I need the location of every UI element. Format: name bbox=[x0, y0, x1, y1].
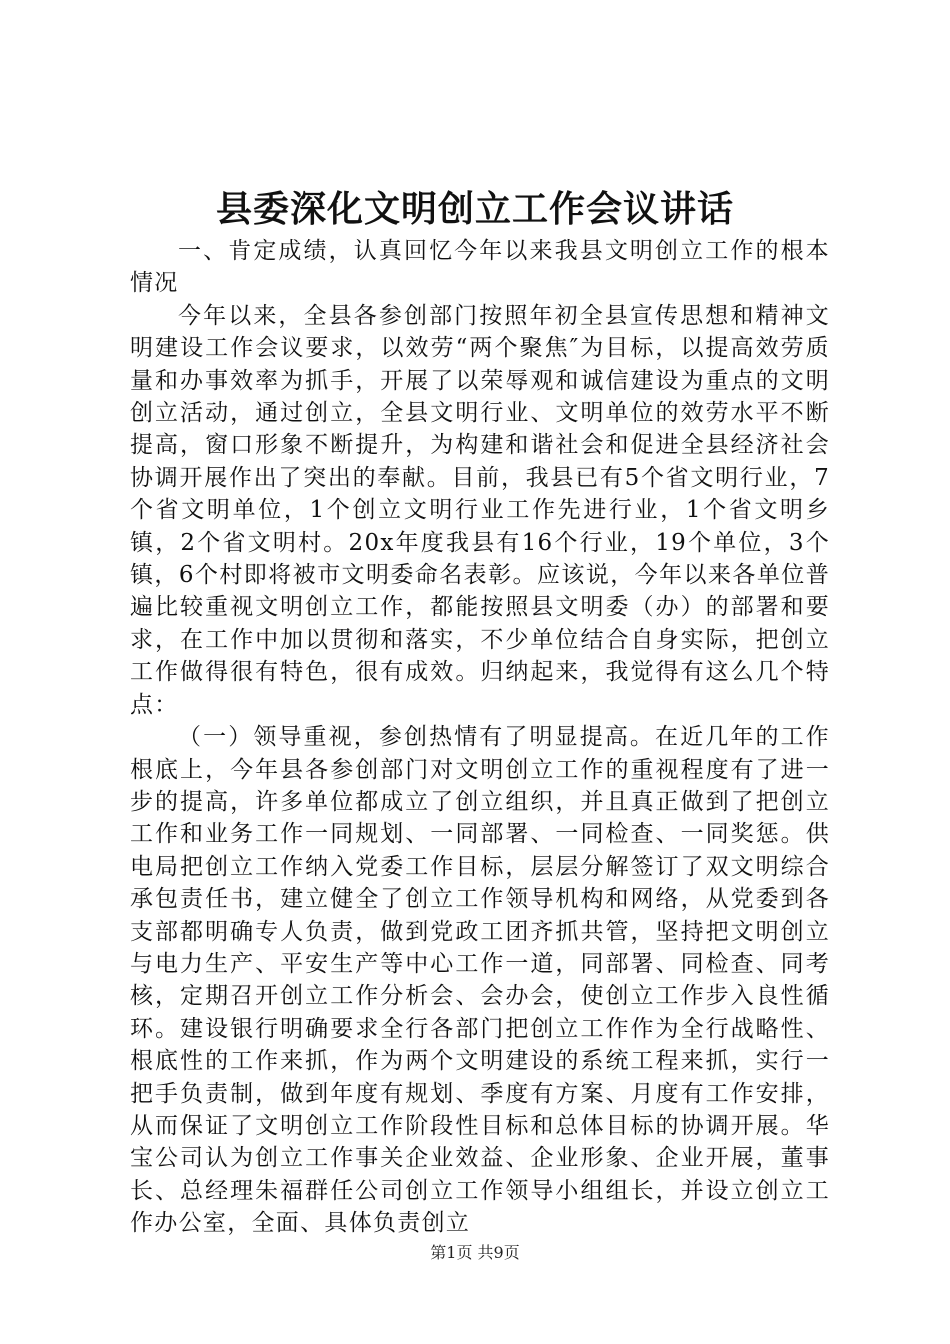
body-paragraph-overview: 今年以来，全县各参创部门按照年初全县宣传思想和精神文明建设工作会议要求，以效劳“两个聚焦″为目标，以提高效劳质量和办事效率为抓手，开展了以荣辱观和诚信建设为重点的文明创立活动，通过创立，全县文明行业、文明单位的效劳水平不断提高，窗口形象不断提升，为构建和谐社会和促进全县经济社会协调开展作出了突出的奉献。目前，我县已有5个省文明行业，7个省文明单位，1个创立文明行业工作先进行业，1个省文明乡镇，2个省文明村。20x年度我县有16个行业，19个单位，3个镇，6个村即将被市文明委命名表彰。应该说，今年以来各单位普遍比较重视文明创立工作，都能按照县文明委（办）的部署和要求，在工作中加以贯彻和落实，不少单位结合自身实际，把创立工作做得很有特色，很有成效。归纳起来，我觉得有这么几个特点： bbox=[130, 302, 830, 718]
document-title: 县委深化文明创立工作会议讲话 bbox=[215, 188, 734, 230]
document-body bbox=[130, 235, 830, 1240]
page-footer: 第1页 共9页 bbox=[430, 1243, 520, 1262]
section-heading-paragraph: 一、肯定成绩，认真回忆今年以来我县文明创立工作的根本情况 bbox=[130, 238, 830, 297]
body-paragraph-leadership: （一）领导重视，参创热情有了明显提高。在近几年的工作根底上，今年县各参创部门对文明创立工作的重视程度有了进一步的提高，许多单位都成立了创立组织，并且真正做到了把创立工作和业务工作一同规划、一同部署、一同检查、一同奖惩。供电局把创立工作纳入党委工作目标，层层分解签订了双文明综合承包责任书，建立健全了创立工作领导机构和网络，从党委到各支部都明确专人负责，做到党政工团齐抓共管，坚持把文明创立与电力生产、平安生产等中心工作一道，同部署、同检查、同考核，定期召开创立工作分析会、会办会，使创立工作步入良性循环。建设银行明确要求全行各部门把创立工作作为全行战略性、根底性的工作来抓，作为两个文明建设的系统工程来抓，实行一把手负责制，做到年度有规划、季度有方案、月度有工作安排，从而保证了文明创立工作阶段性目标和总体目标的协调开展。华宝公司认为创立工作事关企业效益、企业形象、企业开展，董事长、总经理朱福群任公司创立工作领导小组组长，并设立创立工作办公室，全面、具体负责创立 bbox=[130, 724, 830, 1237]
